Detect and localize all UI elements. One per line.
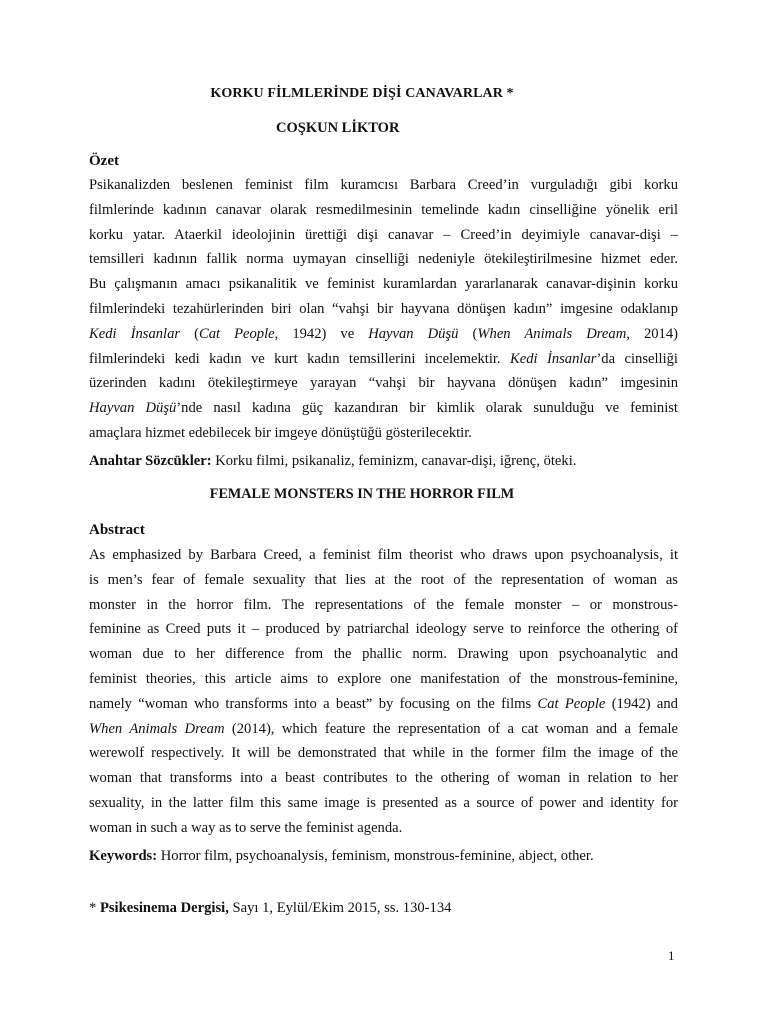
abstract-line: woman due to her difference from the phallic norm. Drawing upon psychoanalytic and <box>89 646 678 663</box>
keywords-text: Horror film, psychoanalysis, feminism, monstrous-feminine, abject, other. <box>157 848 594 864</box>
abstract-heading: Abstract <box>89 522 145 538</box>
ozet-line: korku yatar. Ataerkil ideolojinin ürettiği dişi canavar – Creed’in deyimiyle canavar-dişi – <box>89 226 678 243</box>
abstract-line: werewolf respectively. It will be demonstrated that while in the former film the image of the <box>89 745 678 762</box>
ozet-paragraph <box>89 173 678 446</box>
author-name: COŞKUN LİKTOR <box>276 120 400 136</box>
ozet-line: filmlerinde kadının canavar olarak resmedilmesinin temelinde kadın cinselliğine yönelik eril <box>89 201 678 218</box>
film-title: Hayvan Düşü <box>89 400 177 417</box>
ozet-heading: Özet <box>89 153 119 169</box>
keywords-text: Korku filmi, psikanaliz, feminizm, canavar-dişi, iğrenç, öteki. <box>211 453 577 469</box>
journal-name: Psikesinema Dergisi, <box>99 900 229 916</box>
film-title: Hayvan Düşü <box>368 325 459 342</box>
ozet-line: Kedi İnsanlar (Cat People, 1942) ve Hayvan Düşü (When Animals Dream, 2014) <box>89 325 678 342</box>
film-title: Kedi İnsanlar <box>510 350 597 367</box>
footnote <box>89 900 451 917</box>
ozet-line: üzerinden kadını ötekileştirmeye yarayan “vahşi bir hayvana dönüşen kadın” imgesinin <box>89 375 678 392</box>
abstract-line: feminist theories, this article aims to explore one manifestation of the monstrous-feminine, <box>89 670 678 687</box>
film-title: When Animals Dream <box>89 720 225 737</box>
abstract-line: monster in the horror film. The representations of the female monster – or monstrous- <box>89 596 678 613</box>
ozet-line: Hayvan Düşü’nde nasıl kadına güç kazandıran bir kimlik olarak sunulduğu ve feminist <box>89 400 678 417</box>
abstract-line: is men’s fear of female sexuality that lies at the root of the representation of woman as <box>89 571 678 588</box>
abstract-line: feminine as Creed puts it – produced by patriarchal ideology serve to reinforce the othering of <box>89 621 678 638</box>
ozet-line: Bu çalışmanın amacı psikanalitik ve feminist kuramlardan yararlanarak canavar-dişinin korku <box>89 276 678 293</box>
footnote-marker: * <box>89 900 100 916</box>
ozet-line: Psikanalizden beslenen feminist film kuramcısı Barbara Creed’in vurguladığı gibi korku <box>89 177 678 193</box>
ozet-line: amaçlara hizmet edebilecek bir imgeye dönüştüğü gösterilecektir. <box>89 424 472 441</box>
abstract-line: sexuality, in the latter film this same image is presented as a source of power and identity for <box>89 794 678 811</box>
ozet-line: filmlerindeki tezahürlerinden biri olan “vahşi bir hayvana dönüşen kadın” imgesine odaklanıp <box>89 300 678 317</box>
abstract-line: woman in such a way as to serve the feminist agenda. <box>89 819 403 836</box>
keywords <box>89 848 594 865</box>
page-number: 1 <box>668 948 675 963</box>
anahtar-sozcukler <box>89 453 576 470</box>
keywords-label: Anahtar Sözcükler: <box>89 453 212 469</box>
paper-title: KORKU FİLMLERİNDE DİŞİ CANAVARLAR * <box>210 86 514 101</box>
abstract-paragraph <box>89 543 678 841</box>
abstract-line: namely “woman who transforms into a beast” by focusing on the films Cat People (1942) and <box>89 695 678 712</box>
film-title: Kedi İnsanlar <box>89 325 181 342</box>
ozet-line: filmlerindeki kedi kadın ve kurt kadın temsillerini incelemektir. Kedi İnsanlar’da cinselliği <box>89 350 678 367</box>
keywords-label: Keywords: <box>89 848 158 864</box>
english-title: FEMALE MONSTERS IN THE HORROR FILM <box>209 486 515 502</box>
abstract-line: When Animals Dream (2014), which feature the representation of a cat woman and a female <box>89 720 678 737</box>
abstract-line: woman that transforms into a beast contributes to the othering of woman in relation to her <box>89 770 678 787</box>
abstract-line: As emphasized by Barbara Creed, a feminist film theorist who draws upon psychoanalysis, it <box>89 547 678 563</box>
film-title: Cat People <box>198 325 275 342</box>
footnote-details: Sayı 1, Eylül/Ekim 2015, ss. 130-134 <box>228 900 452 916</box>
film-title: Cat People <box>537 695 606 712</box>
ozet-line: temsilleri kadının fallik norma uymayan cinselliği nedeniyle ötekileştirilmesine hizmet eder. <box>89 251 678 268</box>
film-title: When Animals Dream <box>477 325 627 342</box>
